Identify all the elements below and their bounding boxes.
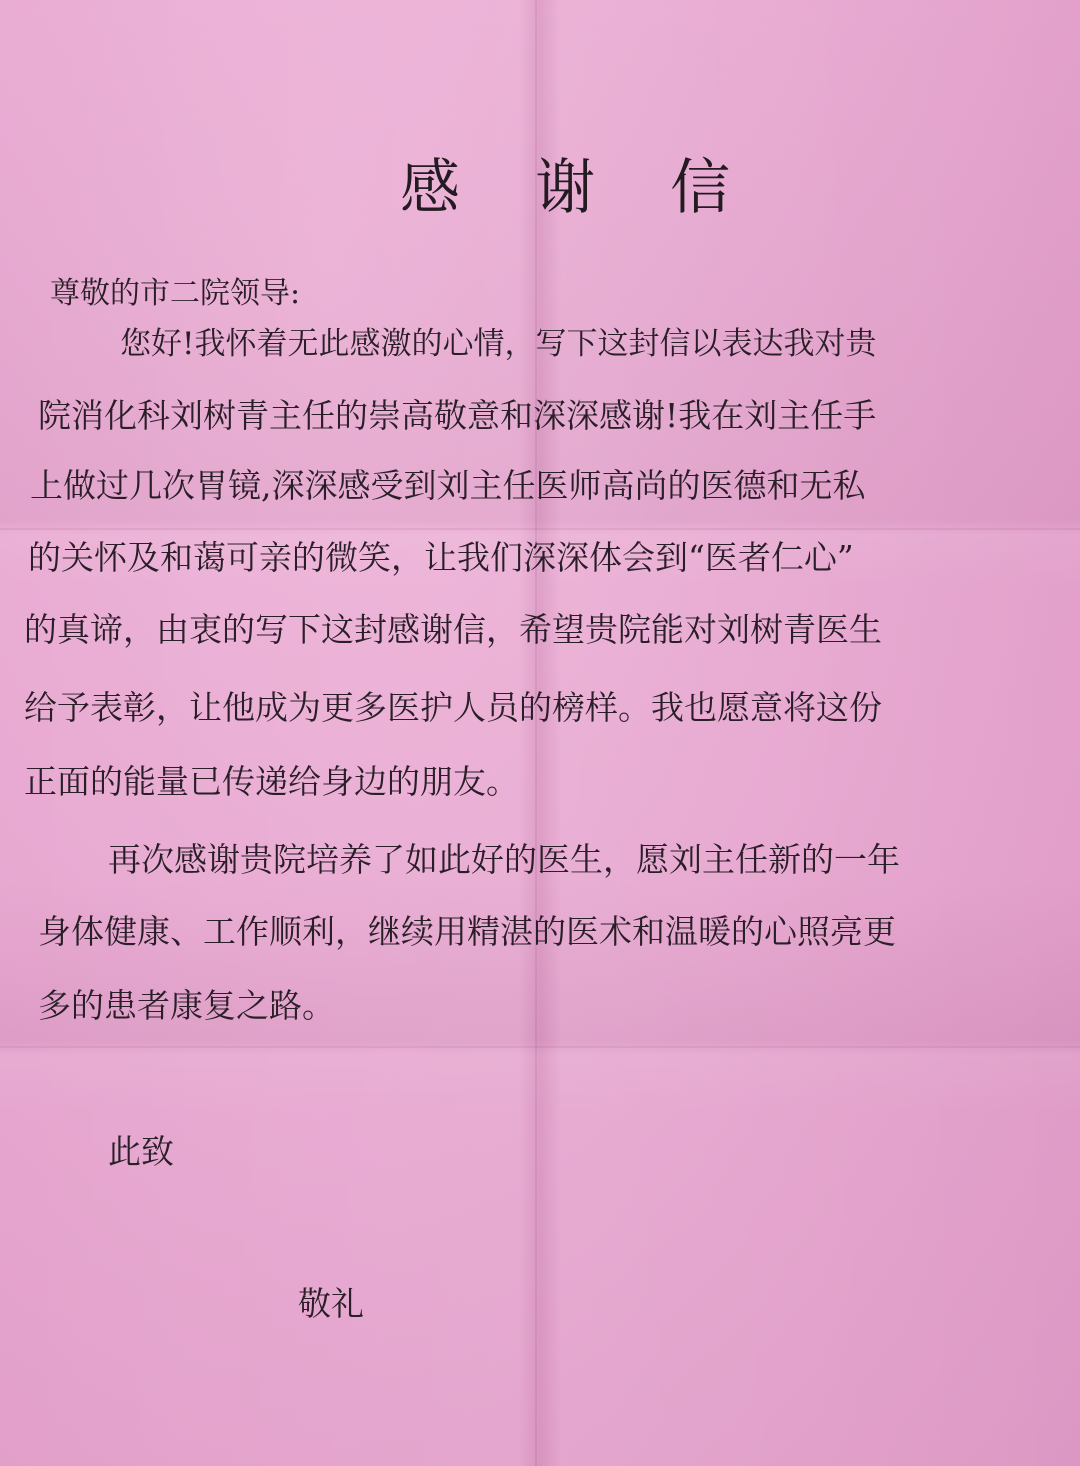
fold-crease-horizontal-upper [0,528,1080,530]
body-line: 给予表彰，让他成为更多医护人员的榜样。我也愿意将这份 [24,688,882,727]
body-line: 身体健康、工作顺利，继续用精湛的医术和温暖的心照亮更 [38,912,896,951]
body-line: 院消化科刘树青主任的崇高敬意和深深感谢!我在刘主任手 [38,396,877,435]
closing-regards: 此致 [108,1132,174,1171]
body-line: 的真谛，由衷的写下这封感谢信，希望贵院能对刘树青医生 [24,610,882,649]
letter-title: 感 谢 信 [400,153,759,223]
closing-salute: 敬礼 [298,1284,364,1323]
fold-crease-horizontal-lower [0,1046,1080,1048]
body-line: 再次感谢贵院培养了如此好的医生，愿刘主任新的一年 [108,840,900,879]
body-line: 多的患者康复之路。 [38,986,335,1025]
letter-salutation: 尊敬的市二院领导: [50,276,301,311]
body-line: 正面的能量已传递给身边的朋友。 [24,762,519,801]
body-line: 您好!我怀着无此感激的心情，写下这封信以表达我对贵 [120,326,877,362]
body-line: 上做过几次胃镜,深深感受到刘主任医师高尚的医德和无私 [30,466,866,505]
body-line: 的关怀及和蔼可亲的微笑，让我们深深体会到“医者仁心” [28,538,854,577]
